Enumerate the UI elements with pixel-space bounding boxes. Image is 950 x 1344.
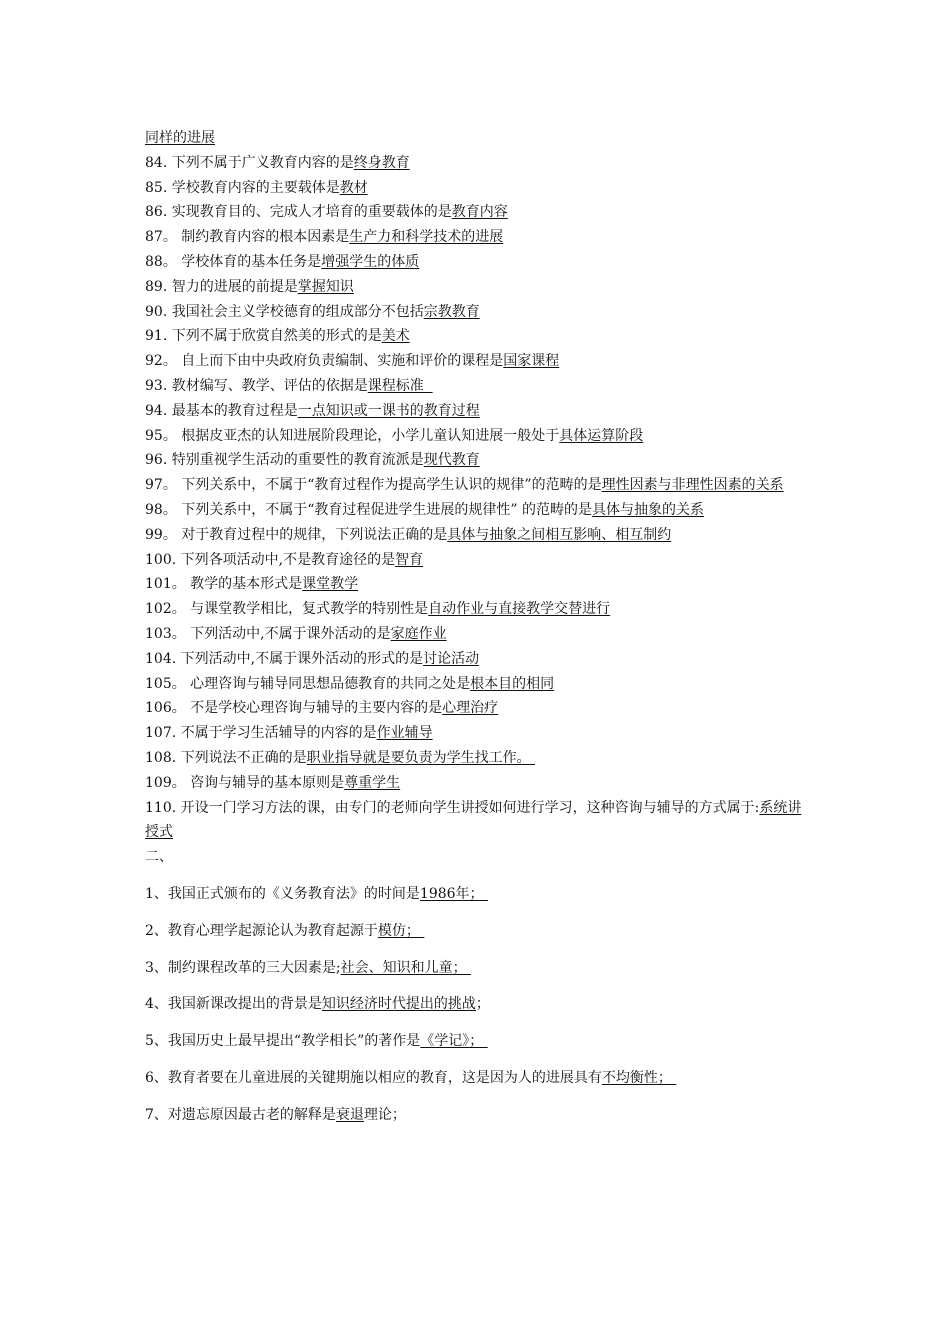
question-text: 87。 制约教育内容的根本因素是: [145, 229, 350, 246]
question-text: 97。 下列关系中，不属于“教育过程作为提高学生认识的规律”的范畴的是: [145, 477, 602, 494]
answer-text: 具体与抽象的关系: [592, 501, 705, 518]
question-line: [145, 796, 810, 846]
answer-text: 国家课程: [503, 353, 560, 370]
question-text: 103。 下列活动中,不属于课外活动的是: [145, 625, 391, 642]
question-line: [145, 275, 810, 300]
question-text: 4、我国新课改提出的背景是: [145, 996, 322, 1013]
question-text: 84. 下列不属于广义教育内容的是: [145, 154, 354, 171]
question-text: 85. 学校教育内容的主要载体是: [145, 179, 340, 196]
answer-text: 理性因素与非理性因素的关系: [601, 477, 784, 494]
question-text: 100. 下列各项活动中,不是教育途径的是: [145, 551, 396, 568]
question-text: 96. 特别重视学生活动的重要性的教育流派是: [145, 452, 424, 469]
question-text: 108. 下列说法不正确的是: [145, 749, 307, 766]
question-line: [145, 126, 810, 151]
question-text: 7、对遗忘原因最古老的解释是: [145, 1106, 336, 1123]
section-heading: 二、: [145, 849, 173, 866]
answer-text: 增强学生的体质: [321, 253, 420, 270]
question-line: [145, 1029, 810, 1054]
question-text: 89. 智力的进展的前提是: [145, 278, 298, 295]
answer-text: 1986年；: [419, 885, 488, 902]
answer-text: 具体运算阶段: [559, 427, 644, 444]
question-line: [145, 374, 810, 399]
question-line: [145, 1066, 810, 1091]
answer-text: 掌握知识: [297, 278, 354, 295]
answer-text: 宗教教育: [423, 303, 480, 320]
question-line: [145, 250, 810, 275]
answer-text: 讨论活动: [423, 650, 480, 667]
question-line: [145, 647, 810, 672]
answer-text: 家庭作业: [390, 625, 447, 642]
question-list-part2: [145, 882, 810, 1128]
answer-text: 衰退: [335, 1106, 364, 1123]
question-text: 90. 我国社会主义学校德育的组成部分不包括: [145, 303, 424, 320]
question-line: [145, 696, 810, 721]
question-line: [145, 1103, 810, 1128]
question-line: [145, 771, 810, 796]
question-line: [145, 956, 810, 981]
question-line: [145, 300, 810, 325]
document-page: [145, 126, 810, 1139]
question-line: [145, 919, 810, 944]
answer-text: 生产力和科学技术的进展: [349, 229, 504, 246]
question-text: 107. 不属于学习生活辅导的内容的是: [145, 725, 377, 742]
question-line: [145, 622, 810, 647]
question-line: [145, 399, 810, 424]
question-text: 94. 最基本的教育过程是: [145, 402, 298, 419]
question-text: 6、教育者要在儿童进展的关键期施以相应的教育，这是因为人的进展具有: [145, 1069, 602, 1086]
answer-text: 《学记》；: [420, 1033, 488, 1050]
answer-text: 知识经济时代提出的挑战: [321, 996, 476, 1013]
answer-text: 社会、知识和儿童；: [340, 959, 472, 976]
answer-text: 职业指导就是要负责为学生找工作。: [306, 749, 536, 766]
answer-text: 自动作业与直接教学交替进行: [428, 601, 611, 618]
question-text: 3、制约课程改革的三大因素是;: [145, 959, 341, 976]
answer-text: 教育内容: [451, 204, 508, 221]
question-text: 1、我国正式颁布的《义务教育法》的时间是: [145, 885, 420, 902]
answer-text: 同样的进展: [145, 130, 215, 146]
trailing-text: 理论；: [363, 1106, 406, 1123]
answer-text: 终身教育: [353, 154, 410, 171]
question-text: 105。 心理咨询与辅导同思想品德教育的共同之处是: [145, 675, 471, 692]
question-text: 99。 对于教育过程中的规律，下列说法正确的是: [145, 526, 448, 543]
answer-text: 美术: [381, 328, 410, 345]
question-line: [145, 225, 810, 250]
question-text: 2、教育心理学起源论认为教育起源于: [145, 922, 378, 939]
question-line: [145, 992, 810, 1017]
answer-text: 课堂教学: [302, 576, 359, 593]
answer-text: 心理治疗: [442, 700, 499, 717]
question-text: 86. 实现教育目的、完成人才培育的重要载体的是: [145, 204, 452, 221]
answer-text: 作业辅导: [376, 725, 433, 742]
question-line: [145, 200, 810, 225]
question-text: 88。 学校体育的基本任务是: [145, 253, 322, 270]
question-text: 104. 下列活动中,不属于课外活动的形式的是: [145, 650, 424, 667]
question-text: 110. 开设一门学习方法的课，由专门的老师向学生讲授如何进行学习，这种咨询与辅导的方式属于:: [145, 799, 760, 816]
question-text: 95。 根据皮亚杰的认知进展阶段理论，小学儿童认知进展一般处于: [145, 427, 560, 444]
question-line: [145, 498, 810, 523]
question-text: 91. 下列不属于欣赏自然美的形式的是: [145, 328, 382, 345]
question-line: [145, 448, 810, 473]
question-text: 93. 教材编写、教学、评估的依据是: [145, 377, 368, 394]
answer-text: 模仿；: [377, 922, 425, 939]
question-line: [145, 746, 810, 771]
question-line: [145, 721, 810, 746]
question-line: [145, 523, 810, 548]
question-text: 109。 咨询与辅导的基本原则是: [145, 774, 345, 791]
question-line: [145, 572, 810, 597]
question-line: [145, 349, 810, 374]
answer-text: 具体与抽象之间相互影响、相互制约: [447, 526, 672, 543]
question-line: [145, 176, 810, 201]
question-text: 5、我国历史上最早提出“教学相长”的著作是: [145, 1033, 421, 1050]
question-text: 102。 与课堂教学相比，复式教学的特别性是: [145, 601, 429, 618]
question-line: [145, 324, 810, 349]
answer-text: 系统讲授式: [145, 799, 802, 841]
answer-text: 智育: [395, 551, 424, 568]
answer-text: 现代教育: [423, 452, 480, 469]
answer-text: 不均衡性；: [601, 1069, 677, 1086]
question-line: [145, 672, 810, 697]
question-text: 101。 教学的基本形式是: [145, 576, 303, 593]
question-line: [145, 597, 810, 622]
trailing-text: ；: [475, 996, 490, 1013]
question-text: 106。 不是学校心理咨询与辅导的主要内容的是: [145, 700, 443, 717]
answer-text: 尊重学生: [344, 774, 401, 791]
question-line: [145, 882, 810, 907]
question-list-part1: [145, 126, 810, 845]
question-line: [145, 473, 810, 498]
question-text: 92。 自上而下由中央政府负责编制、实施和评价的课程是: [145, 353, 504, 370]
question-text: 98。 下列关系中，不属于“教育过程促进学生进展的规律性” 的范畴的是: [145, 501, 593, 518]
question-line: [145, 548, 810, 573]
question-line: [145, 151, 810, 176]
answer-text: 一点知识或一课书的教育过程: [297, 402, 480, 419]
answer-text: 根本目的相同: [470, 675, 555, 692]
answer-text: 课程标准: [367, 377, 433, 394]
answer-text: 教材: [339, 179, 368, 196]
question-line: [145, 424, 810, 449]
